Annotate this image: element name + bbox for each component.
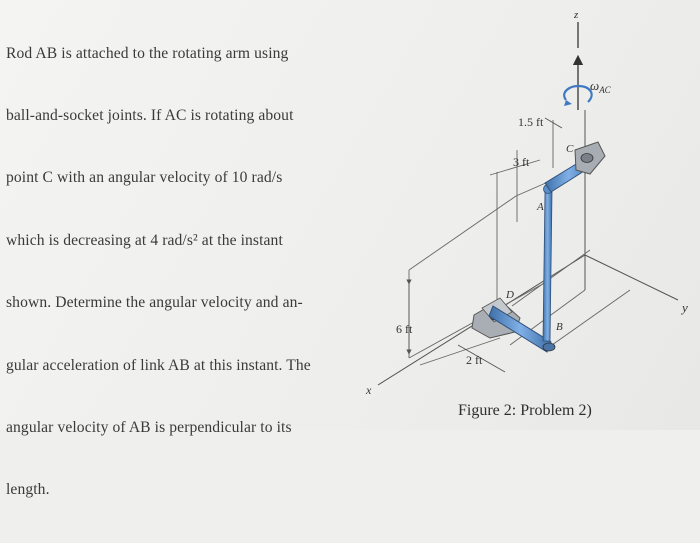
problem-line: Rod AB is attached to the rotating arm using (6, 44, 289, 62)
figure-caption: Figure 2: Problem 2) (458, 402, 592, 419)
y-axis (585, 255, 678, 300)
x-axis-label: x (366, 383, 372, 397)
problem-line: gular acceleration of link AB at this instant. The (6, 356, 311, 374)
dim-2ft-label: 2 ft (466, 353, 483, 367)
arm-ac (545, 142, 605, 192)
dim-3ft-label: 3 ft (513, 155, 530, 169)
z-axis-label: z (574, 9, 579, 21)
omega-symbol: ω (590, 78, 600, 93)
problem-line: length. (6, 481, 50, 499)
dim-1-5ft-line (545, 118, 562, 128)
problem-line: point C with an angular velocity of 10 rad/s (6, 169, 283, 187)
point-c-label: C (566, 143, 574, 155)
point-b-label: B (556, 321, 563, 333)
dim-6ft-label: 6 ft (396, 322, 413, 336)
omega-label (590, 78, 612, 95)
point-d-label: D (506, 289, 514, 301)
dim-1-5ft-label: 1.5 ft (518, 115, 544, 129)
problem-line: ball-and-socket joints. If AC is rotating about (6, 106, 294, 124)
omega-ac-arrow (564, 60, 592, 110)
y-axis-label: y (682, 300, 688, 315)
problem-line: angular velocity of AB is perpendicular to its (6, 418, 292, 436)
point-a-label: A (537, 201, 544, 213)
omega-subscript: AC (599, 85, 611, 95)
rod-ab (543, 185, 553, 342)
problem-line: shown. Determine the angular velocity and an- (6, 294, 303, 312)
problem-line: which is decreasing at 4 rad/s² at the instant (6, 231, 283, 249)
